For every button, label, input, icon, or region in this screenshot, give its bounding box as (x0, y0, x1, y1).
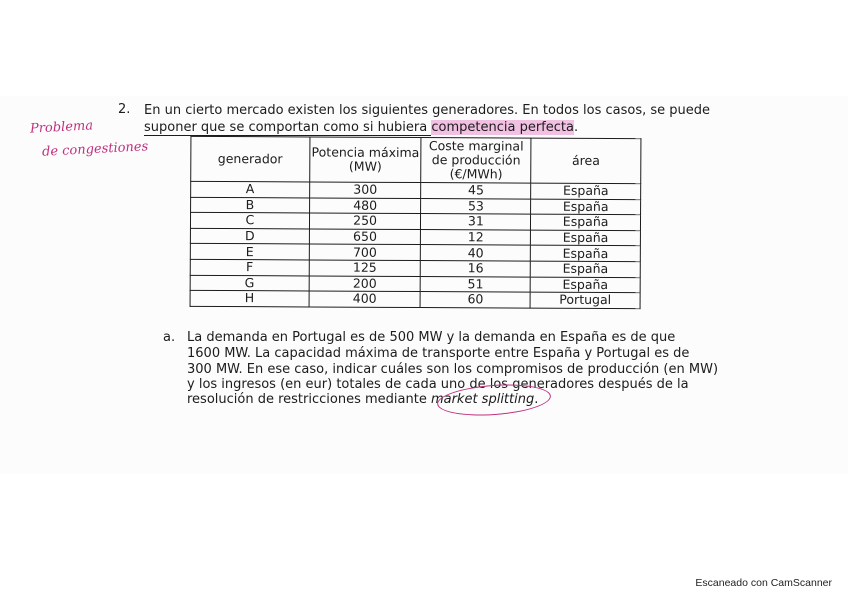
cell-potencia: 480 (309, 198, 421, 214)
cell-coste: 53 (421, 198, 531, 214)
table-row (190, 290, 640, 308)
part-a-label: a. (163, 330, 176, 345)
header-generador: generador (191, 136, 310, 182)
cell-potencia: 125 (309, 260, 421, 276)
cell-potencia: 200 (309, 276, 421, 292)
question-number: 2. (118, 102, 131, 117)
cell-potencia: 300 (309, 182, 421, 198)
cell-generador: E (190, 244, 309, 260)
cell-area: España (531, 230, 641, 246)
question-line-2-end: . (573, 120, 579, 135)
cell-area: España (530, 277, 640, 293)
part-a-line-2: 1600 MW. La capacidad máxima de transporte entre España y Portugal es de (187, 346, 690, 361)
handwritten-note-line1: Problema (29, 118, 94, 137)
cell-generador: F (190, 259, 309, 275)
highlighted-term: competencia perfecta (431, 120, 574, 135)
cell-area: España (530, 261, 640, 277)
cell-coste: 45 (421, 183, 531, 199)
cell-coste: 60 (421, 292, 531, 308)
part-a-line-3: 300 MW. En ese caso, indicar cuáles son los compromisos de producción (en MW) (187, 362, 719, 377)
part-a-line-4: y los ingresos (en eur) totales de cada uno de los generadores después de la (187, 377, 689, 392)
question-line-1: En un cierto mercado existen los siguientes generadores. En todos los casos, se puede (144, 103, 711, 118)
cell-generador: G (190, 275, 309, 291)
generators-table (190, 136, 642, 309)
header-coste: Coste marginal de producción (€/MWh) (421, 138, 531, 184)
cell-potencia: 250 (309, 213, 421, 229)
cell-generador: C (190, 213, 309, 229)
cell-area: Portugal (530, 292, 640, 308)
part-a-line-1: La demanda en Portugal es de 500 MW y la demanda en España es de que (187, 330, 676, 345)
cell-area: España (531, 245, 641, 261)
cell-area: España (531, 214, 641, 230)
part-a-line-5-start: resolución de restricciones mediante (187, 392, 431, 407)
cell-coste: 16 (421, 260, 531, 276)
cell-generador: H (190, 290, 309, 306)
cell-coste: 31 (421, 214, 531, 230)
cell-area: España (531, 199, 641, 215)
scanner-watermark: Escaneado con CamScanner (695, 577, 832, 589)
handwritten-note-line2: de congestiones (41, 139, 149, 160)
question-line-2-start: suponer que se comportan como si hubiera (144, 120, 432, 135)
header-potencia: Potencia máxima (MW) (309, 137, 421, 183)
question-line-2 (144, 120, 578, 135)
cell-generador: D (190, 228, 309, 244)
cell-potencia: 700 (309, 244, 421, 260)
market-splitting-term: market splitting (430, 392, 535, 407)
table-header-row (191, 136, 641, 183)
header-area: área (531, 138, 641, 184)
cell-generador: A (191, 181, 310, 197)
cell-area: España (531, 183, 641, 199)
cell-generador: B (191, 197, 310, 213)
part-a-line-5-end: . (534, 392, 539, 407)
cell-potencia: 400 (309, 291, 421, 307)
cell-coste: 12 (421, 229, 531, 245)
cell-coste: 40 (421, 245, 531, 261)
cell-coste: 51 (421, 276, 531, 292)
cell-potencia: 650 (309, 229, 421, 245)
